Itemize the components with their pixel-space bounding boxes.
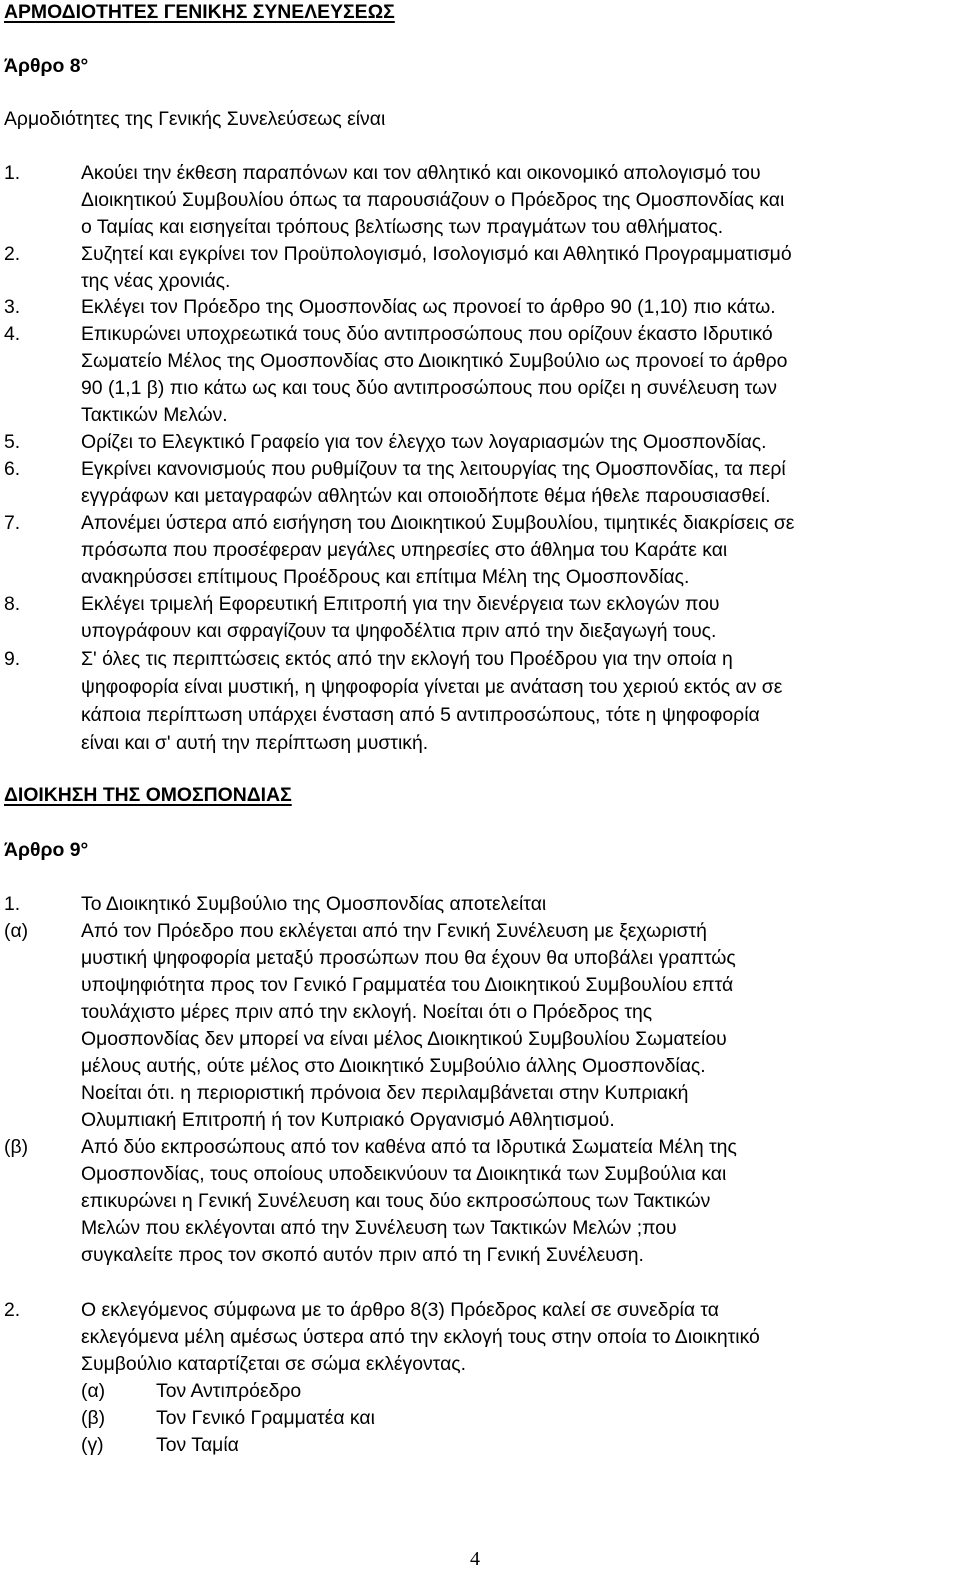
- subitem-text: Τον Γενικό Γραμματέα και: [156, 1407, 375, 1429]
- item-text-line: Διοικητικού Συμβουλίου όπως τα παρουσιάζουν ο Πρόεδρος της Ομοσπονδίας και: [81, 189, 785, 211]
- item-number: 9.: [4, 648, 21, 670]
- item-text-line: Απονέμει ύστερα από εισήγηση του Διοικητικού Συμβουλίου, τιμητικές διακρίσεις σε: [81, 512, 795, 534]
- item-text-line: Ομοσπονδίας, τους οποίους υποδεικνύουν τα Διοικητικά των Συμβούλια και: [81, 1163, 727, 1185]
- item-number: 3.: [4, 296, 21, 318]
- item-text-line: τουλάχιστο μέρες πριν από την εκλογή. Νοείται ότι ο Πρόεδρος της: [81, 1001, 653, 1023]
- item-text-line: Ολυμπιακή Επιτροπή ή τον Κυπριακό Οργανισμό Αθλητισμού.: [81, 1109, 615, 1131]
- subitem-text: Τον Ταμία: [156, 1434, 239, 1456]
- item-text-line: Το Διοικητικό Συμβούλιο της Ομοσπονδίας αποτελείται: [81, 893, 547, 915]
- page-number: 4: [470, 1548, 480, 1570]
- item-number: 2.: [4, 243, 21, 265]
- section-heading-general-assembly: ΑΡΜΟΔΙΟΤΗΤΕΣ ΓΕΝΙΚΗΣ ΣΥΝΕΛΕΥΣΕΩΣ: [4, 1, 395, 23]
- item-number: (α): [4, 920, 29, 942]
- item-text-line: της νέας χρονιάς.: [81, 270, 231, 292]
- item-number: 6.: [4, 458, 21, 480]
- item-text-line: εγγράφων και μεταγραφών αθλητών και οποιοδήποτε θέμα ήθελε παρουσιασθεί.: [81, 485, 771, 507]
- item-text-line: επικυρώνει η Γενική Συνέλευση και τους δύο εκπροσώπους των Τακτικών: [81, 1190, 711, 1212]
- item-text-line: Από δύο εκπροσώπους από τον καθένα από τα Ιδρυτικά Σωματεία Μέλη της: [81, 1136, 737, 1158]
- item-text-line: Ομοσπονδίας δεν μπορεί να είναι μέλος Διοικητικού Συμβουλίου Σωματείου: [81, 1028, 727, 1050]
- item-text-line: Συζητεί και εγκρίνει τον Προϋπολογισμό, Ισολογισμό και Αθλητικό Προγραμματισμό: [81, 243, 792, 265]
- item-number: 2.: [4, 1299, 21, 1321]
- item-number: 7.: [4, 512, 21, 534]
- item-text-line: Τακτικών Μελών.: [81, 404, 228, 426]
- item-text-line: Ακούει την έκθεση παραπόνων και τον αθλητικό και οικονομικό απολογισμό του: [81, 162, 761, 184]
- subitem-text: Τον Αντιπρόεδρο: [156, 1380, 302, 1402]
- item-number: 8.: [4, 593, 21, 615]
- item-text-line: ο Ταμίας και εισηγείται τρόπους βελτίωσης των πραγμάτων του αθλήματος.: [81, 216, 724, 238]
- item-text-line: Ορίζει το Ελεγκτικό Γραφείο για τον έλεγχο των λογαριασμών της Ομοσπονδίας.: [81, 431, 767, 453]
- item-text-line: Νοείται ότι. η περιοριστική πρόνοια δεν περιλαμβάνεται στην Κυπριακή: [81, 1082, 689, 1104]
- section-heading-administration: ΔΙΟΙΚΗΣΗ ΤΗΣ ΟΜΟΣΠΟΝΔΙΑΣ: [4, 784, 292, 806]
- article-8-title: Άρθρο 8°: [4, 55, 89, 77]
- item-text-line: Εκλέγει τριμελή Εφορευτική Επιτροπή για την διενέργεια των εκλογών που: [81, 593, 720, 615]
- item-text-line: Μελών που εκλέγονται από την Συνέλευση των Τακτικών Μελών ;που: [81, 1217, 677, 1239]
- item-text-line: υποψηφιότητα προς τον Γενικό Γραμματέα του Διοικητικού Συμβουλίου επτά: [81, 974, 734, 996]
- item-text-line: κάποια περίπτωση υπάρχει ένσταση από 5 αντιπροσώπους, τότε η ψηφοφορία: [81, 704, 760, 726]
- subitem-label: (β): [81, 1407, 106, 1429]
- article-9-title: Άρθρο 9°: [4, 839, 89, 861]
- item-number: 4.: [4, 323, 21, 345]
- subitem-label: (α): [81, 1380, 106, 1402]
- item-number: (β): [4, 1136, 29, 1158]
- item-number: 1.: [4, 162, 21, 184]
- item-number: 5.: [4, 431, 21, 453]
- item-text-line: εκλεγόμενα μέλη αμέσως ύστερα από την εκλογή τους στην οποία το Διοικητικό: [81, 1326, 760, 1348]
- item-text-line: πρόσωπα που προσέφεραν μεγάλες υπηρεσίες στο άθλημα του Καράτε και: [81, 539, 728, 561]
- item-text-line: Σ' όλες τις περιπτώσεις εκτός από την εκλογή του Προέδρου για την οποία η: [81, 648, 733, 670]
- item-text-line: Συμβούλιο καταρτίζεται σε σώμα εκλέγοντας.: [81, 1353, 467, 1375]
- item-text-line: Επικυρώνει υποχρεωτικά τους δύο αντιπροσώπους που ορίζουν έκαστο Ιδρυτικό: [81, 323, 773, 345]
- item-text-line: συγκαλείτε προς τον σκοπό αυτόν πριν από τη Γενική Συνέλευση.: [81, 1244, 644, 1266]
- item-number: 1.: [4, 893, 21, 915]
- item-text-line: Ο εκλεγόμενος σύμφωνα με το άρθρο 8(3) Πρόεδρος καλεί σε συνεδρία τα: [81, 1299, 720, 1321]
- item-text-line: μυστική ψηφοφορία μεταξύ προσώπων που θα έχουν θα υποβάλει γραπτώς: [81, 947, 736, 969]
- subitem-label: (γ): [81, 1434, 104, 1456]
- item-text-line: 90 (1,1 β) πιο κάτω ως και τους δύο αντιπροσώπους που ορίζει η συνέλευση των: [81, 377, 777, 399]
- item-text-line: Σωματείο Μέλος της Ομοσπονδίας στο Διοικητικό Συμβούλιο ως προνοεί το άρθρο: [81, 350, 788, 372]
- item-text-line: μέλους αυτής, ούτε μέλος στο Διοικητικό Συμβούλιο άλλης Ομοσπονδίας.: [81, 1055, 706, 1077]
- item-text-line: Εγκρίνει κανονισμούς που ρυθμίζουν τα της λειτουργίας της Ομοσπονδίας, τα περί: [81, 458, 786, 480]
- article-8-intro: Αρμοδιότητες της Γενικής Συνελεύσεως είναι: [4, 108, 386, 130]
- item-text-line: Από τον Πρόεδρο που εκλέγεται από την Γενική Συνέλευση με ξεχωριστή: [81, 920, 707, 942]
- item-text-line: ψηφοφορία είναι μυστική, η ψηφοφορία γίνεται με ανάταση του χεριού εκτός αν σε: [81, 676, 783, 698]
- item-text-line: ανακηρύσσει επίτιμους Προέδρους και επίτιμα Μέλη της Ομοσπονδίας.: [81, 566, 690, 588]
- item-text-line: Εκλέγει τον Πρόεδρο της Ομοσπονδίας ως προνοεί το άρθρο 90 (1,10) πιο κάτω.: [81, 296, 776, 318]
- item-text-line: υπογράφουν και σφραγίζουν τα ψηφοδέλτια πριν από την διεξαγωγή τους.: [81, 620, 717, 642]
- item-text-line: είναι και σ' αυτή την περίπτωση μυστική.: [81, 732, 429, 754]
